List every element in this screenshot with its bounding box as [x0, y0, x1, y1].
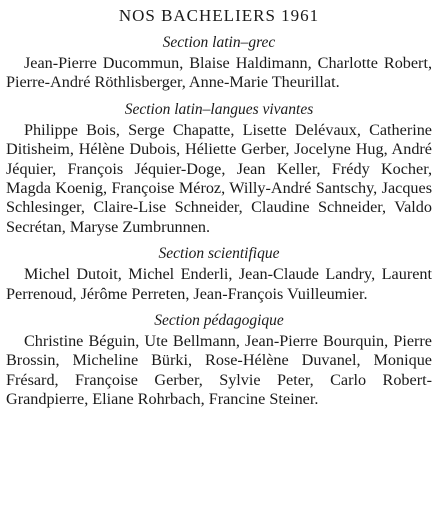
section-heading: Section latin–grec [162, 34, 276, 51]
section-heading: Section scientifique [158, 245, 280, 263]
section-heading: Section latin–langues vivantes [124, 100, 314, 118]
section-latin-langues-vivantes [6, 100, 432, 237]
student-names: Michel Dutoit, Michel Enderli, Jean-Claude Landry, Laurent Perrenoud, Jérôme Perreten, Jean-François Vuilleumier. [6, 265, 432, 303]
student-names: Philippe Bois, Serge Chapatte, Lisette Delévaux, Catherine Ditisheim, Hélène Dubois, Héliette Gerber, Jocelyne Hug, André Jéquier, François Jéquier-Doge, Jean Keller, Frédy Kocher, Magda Koenig, Françoise Méroz, Willy-André Santschy, Jacques Schlesinger, Claire-Lise Schneider, Claudine Schneider, Valdo Secrétan, Maryse Zumbrunnen. [6, 120, 432, 236]
student-names: Jean-Pierre Ducommun, Blaise Haldimann, Charlotte Robert, Pierre-André Röthlisberger, Anne-Marie Theurillat. [6, 54, 432, 92]
page-title: NOS BACHELIERS 1961 [118, 6, 320, 25]
student-names: Christine Béguin, Ute Bellmann, Jean-Pierre Bourquin, Pierre Brossin, Micheline Bürki, Rose-Hélène Duvanel, Monique Frésard, Françoise Gerber, Sylvie Peter, Carlo Robert-Grandpierre, Eliane Rohrbach, Francine Steiner. [6, 332, 432, 409]
section-scientifique [6, 244, 432, 304]
section-latin-grec [6, 33, 432, 93]
section-pedagogique [6, 311, 432, 410]
section-heading: Section pédagogique [154, 312, 284, 330]
